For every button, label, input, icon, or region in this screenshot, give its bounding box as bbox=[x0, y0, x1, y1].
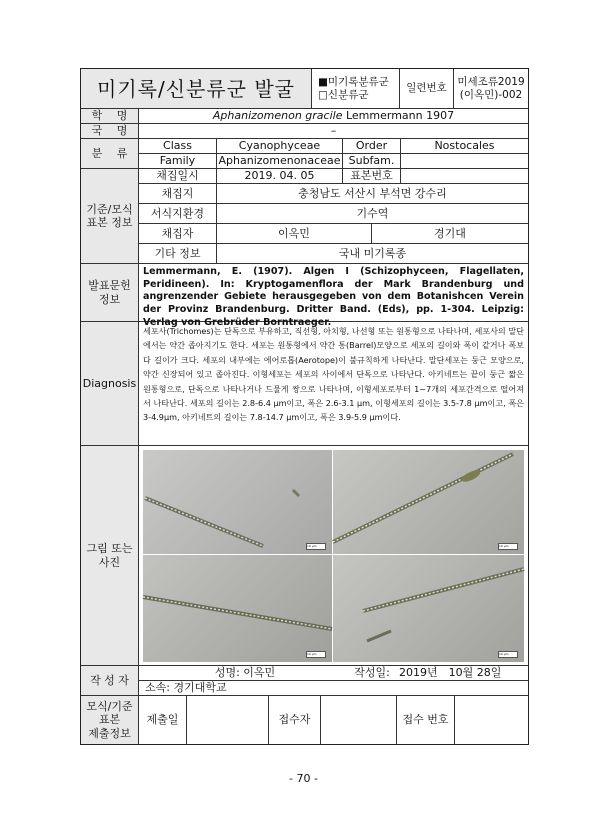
family-label: Family bbox=[139, 154, 217, 169]
diagnosis-label: Diagnosis bbox=[81, 322, 139, 446]
subfam-label: Subfam. bbox=[343, 154, 401, 169]
family-value: Aphanizomenonaceae bbox=[217, 154, 343, 169]
receipt-number-label: 접수 번호 bbox=[397, 696, 455, 744]
specimen-number-value bbox=[401, 169, 528, 184]
micrograph-2 bbox=[333, 450, 524, 554]
other-info-label: 기타 정보 bbox=[139, 244, 217, 264]
collector-label: 채집자 bbox=[139, 224, 217, 244]
author-name-date bbox=[139, 666, 528, 681]
subfam-value bbox=[401, 154, 528, 169]
micrograph-4 bbox=[333, 555, 524, 662]
collection-site-label: 채집지 bbox=[139, 184, 217, 204]
write-date-label: 작성일: bbox=[354, 666, 390, 680]
submit-date-value[interactable] bbox=[187, 696, 269, 744]
diagnosis-text: 세포사(Trichomes)는 단독으로 부유하고, 직선형, 아치형, 나선형 또는 원통형으로 나타나며, 세포사의 말단에서는 약간 좁아지기도 한다. 세포는 원통형에서 약간 통(Barrel)모양으로 세포의 길이와 폭이 같거나 폭보다 길이가 크다. 세포의 내부에는 에어로톱(Aerotope)이 불규칙하게 나타난다. 말단세포는 둥근 모양으로, 약간 신장되어 있고 좁아진다. 이형세포는 세포의 사이에서 단독으로 나타난다. 아키네트는 끝이 둥근 짧은 원통형으로, 단독으로 나타나거나 드물게 쌍으로 나타나며, 이형세포로부터 1~7개의 세포간격으로 떨어져서 나타난다. 세포의 길이는 2.8-6.4 μm이고, 폭은 2.6-3.1 μm, 이형세포의 길이는 3.5-7.8 μm이고, 폭은 3-4.9μm, 아키네트의 길이는 7.8-14.7 μm이고, 폭은 3.9-5.9 μm이다. bbox=[139, 322, 528, 446]
submit-date-label: 제출일 bbox=[139, 696, 187, 744]
collection-date-value: 2019. 04. 05 bbox=[217, 169, 343, 184]
habitat-value: 기수역 bbox=[217, 204, 528, 224]
author-name: 성명: 이옥민 bbox=[214, 666, 276, 680]
receiver-value[interactable] bbox=[321, 696, 397, 744]
korean-name-value: – bbox=[139, 124, 528, 139]
scientific-name-value: Aphanizomenon gracile Lemmermann 1907 bbox=[139, 109, 528, 124]
scale-bar: 10 μm bbox=[498, 543, 518, 550]
trichome-akinete-illustration bbox=[333, 450, 524, 554]
receipt-number-value[interactable] bbox=[455, 696, 528, 744]
habitat-label: 서식지환경 bbox=[139, 204, 217, 224]
trichome-illustration bbox=[143, 450, 332, 554]
specimen-number-label: 표본번호 bbox=[343, 169, 401, 184]
classification-label: 분 류 bbox=[81, 139, 139, 169]
specimen-report-form bbox=[80, 68, 529, 745]
trichome-illustration bbox=[333, 555, 524, 662]
scientific-name-label: 학 명 bbox=[81, 109, 139, 124]
specimen-section-label: 기준/모식 표본 정보 bbox=[81, 169, 139, 264]
order-value: Nostocales bbox=[401, 139, 528, 154]
order-label: Order bbox=[343, 139, 401, 154]
collection-site-value: 충청남도 서산시 부석면 강수리 bbox=[217, 184, 528, 204]
collector-value: 이옥민 bbox=[217, 224, 372, 244]
checkbox-unrecorded[interactable]: ■미기록분류군 bbox=[318, 75, 389, 88]
scale-bar: 10 μm bbox=[498, 651, 518, 658]
form-title: 미기록/신분류군 발굴 bbox=[81, 69, 312, 109]
scale-bar: 10 μm bbox=[306, 543, 326, 550]
taxon-status-checkboxes bbox=[312, 69, 400, 109]
reference-text: Lemmermann, E. (1907). Algen I (Schizophyceen, Flagellaten, Peridineen). In: Kryptogamenflora der Mark Brandenburg und angrenzender Gebiete herausgegeben von dem Botanishcen Verein der Provinz Brandenburg. Dritter Band. (Eds), pp. 1-304. Leipzig: Verlag von Grebrüder Borntraeger. bbox=[139, 264, 528, 322]
trichome-illustration bbox=[143, 555, 332, 662]
write-date-value: 2019년 10월 28일 bbox=[399, 666, 502, 680]
other-info-value: 국내 미기록종 bbox=[217, 244, 528, 264]
class-label: Class bbox=[139, 139, 217, 154]
collection-date-label: 채집일시 bbox=[139, 169, 217, 184]
author-affiliation: 소속: 경기대학교 bbox=[139, 681, 528, 696]
reference-label: 발표문헌 정보 bbox=[81, 264, 139, 322]
collector-affiliation: 경기대 bbox=[372, 224, 528, 244]
micrograph-1 bbox=[143, 450, 332, 554]
serial-label: 일련번호 bbox=[400, 69, 454, 109]
photo-label: 그림 또는 사진 bbox=[81, 446, 139, 666]
scale-bar: 10 μm bbox=[306, 651, 326, 658]
checkbox-new-taxon[interactable]: □신분류군 bbox=[318, 88, 369, 101]
korean-name-label: 국 명 bbox=[81, 124, 139, 139]
receiver-label: 접수자 bbox=[269, 696, 321, 744]
micrograph-3 bbox=[143, 555, 332, 662]
page-number: - 70 - bbox=[289, 772, 318, 785]
author-label: 작 성 자 bbox=[81, 666, 139, 696]
serial-value: 미세조류2019 (이옥민)-002 bbox=[454, 69, 528, 109]
class-value: Cyanophyceae bbox=[217, 139, 343, 154]
submission-label: 모식/기준 표본 제출정보 bbox=[81, 696, 139, 744]
